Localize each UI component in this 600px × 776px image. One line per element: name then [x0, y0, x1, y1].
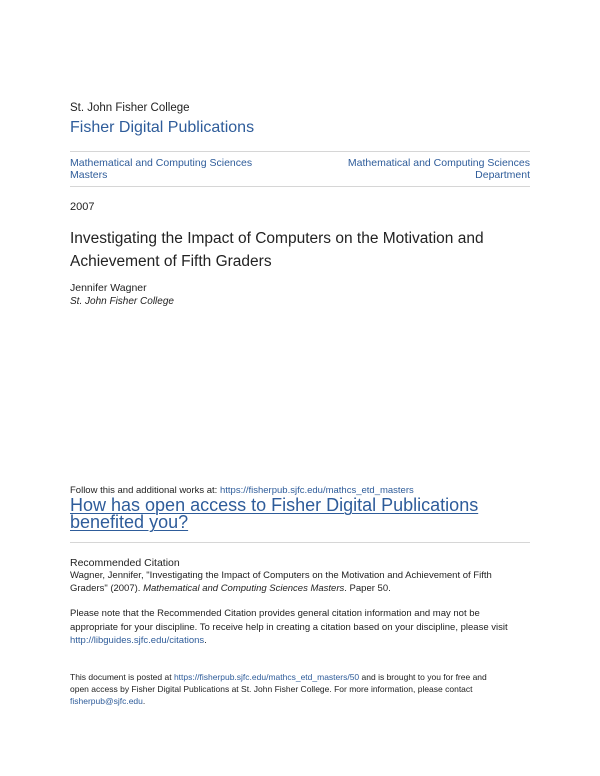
posted-prefix: This document is posted at: [70, 672, 174, 682]
document-url-link[interactable]: https://fisherpub.sjfc.edu/mathcs_etd_masters/50: [173, 672, 360, 682]
posted-email-suffix: .: [142, 696, 146, 706]
note-line1: Please note that the Recommended Citation provides general citation information and may not be: [70, 608, 480, 619]
open-access-feedback-link[interactable]: [70, 497, 510, 531]
recommended-citation: [70, 570, 530, 595]
open-access-feedback-line2: benefited you?: [70, 512, 189, 532]
follow-prefix: Follow this and additional works at:: [70, 485, 220, 496]
collection-department-line1: Mathematical and Computing Sciences: [347, 157, 530, 169]
contact-email-link[interactable]: fisherpub@sjfc.edu: [70, 696, 143, 706]
collection-department-line2: Department: [475, 169, 530, 181]
follow-url-link[interactable]: https://fisherpub.sjfc.edu/mathcs_etd_masters: [219, 485, 414, 496]
bottom-divider: [70, 186, 530, 187]
paper-title: [70, 227, 510, 273]
citation-series: Mathematical and Computing Sciences Masters: [143, 582, 345, 594]
posting-statement: [70, 671, 530, 707]
posted-line2: open access by Fisher Digital Publications at St. John Fisher College. For more information, please contact: [70, 684, 473, 694]
top-divider: [70, 151, 530, 152]
note-line3: [70, 634, 530, 648]
citation-prefix: Graders" (2007).: [70, 582, 144, 594]
citation-line2: [70, 583, 530, 596]
open-access-feedback-line1: How has open access to Fisher Digital Publications: [70, 495, 479, 515]
publisher-link[interactable]: Fisher Digital Publications: [70, 119, 255, 136]
citation-divider: [70, 542, 530, 543]
recommended-citation-heading: Recommended Citation: [70, 557, 180, 569]
publication-year: 2007: [70, 201, 95, 213]
posted-line1: [70, 671, 530, 683]
institution-name: St. John Fisher College: [70, 102, 190, 114]
collection-department-link[interactable]: [300, 157, 530, 181]
paper-title-line1: Investigating the Impact of Computers on the Motivation and: [70, 230, 484, 247]
citation-note: [70, 607, 530, 648]
paper-title-line2: Achievement of Fifth Graders: [70, 253, 272, 270]
collection-masters-link[interactable]: [70, 157, 300, 181]
collection-masters-line1: Mathematical and Computing Sciences: [70, 157, 253, 169]
note-link-suffix: .: [204, 635, 207, 646]
citation-suffix: . Paper 50.: [344, 582, 391, 594]
collection-masters-line2: Masters: [70, 169, 108, 181]
note-line2: appropriate for your discipline. To receive help in creating a citation based on your discipline, please visit: [70, 621, 508, 633]
posted-line3: [70, 695, 530, 707]
citations-guide-link[interactable]: http://libguides.sjfc.edu/citations: [70, 635, 205, 646]
author-affiliation: St. John Fisher College: [70, 296, 174, 307]
posted-after-url: and is brought to you for free and: [359, 672, 487, 682]
author-name: Jennifer Wagner: [70, 282, 147, 294]
citation-line1: Wagner, Jennifer, "Investigating the Impact of Computers on the Motivation and Achievement of Fifth: [70, 570, 492, 581]
